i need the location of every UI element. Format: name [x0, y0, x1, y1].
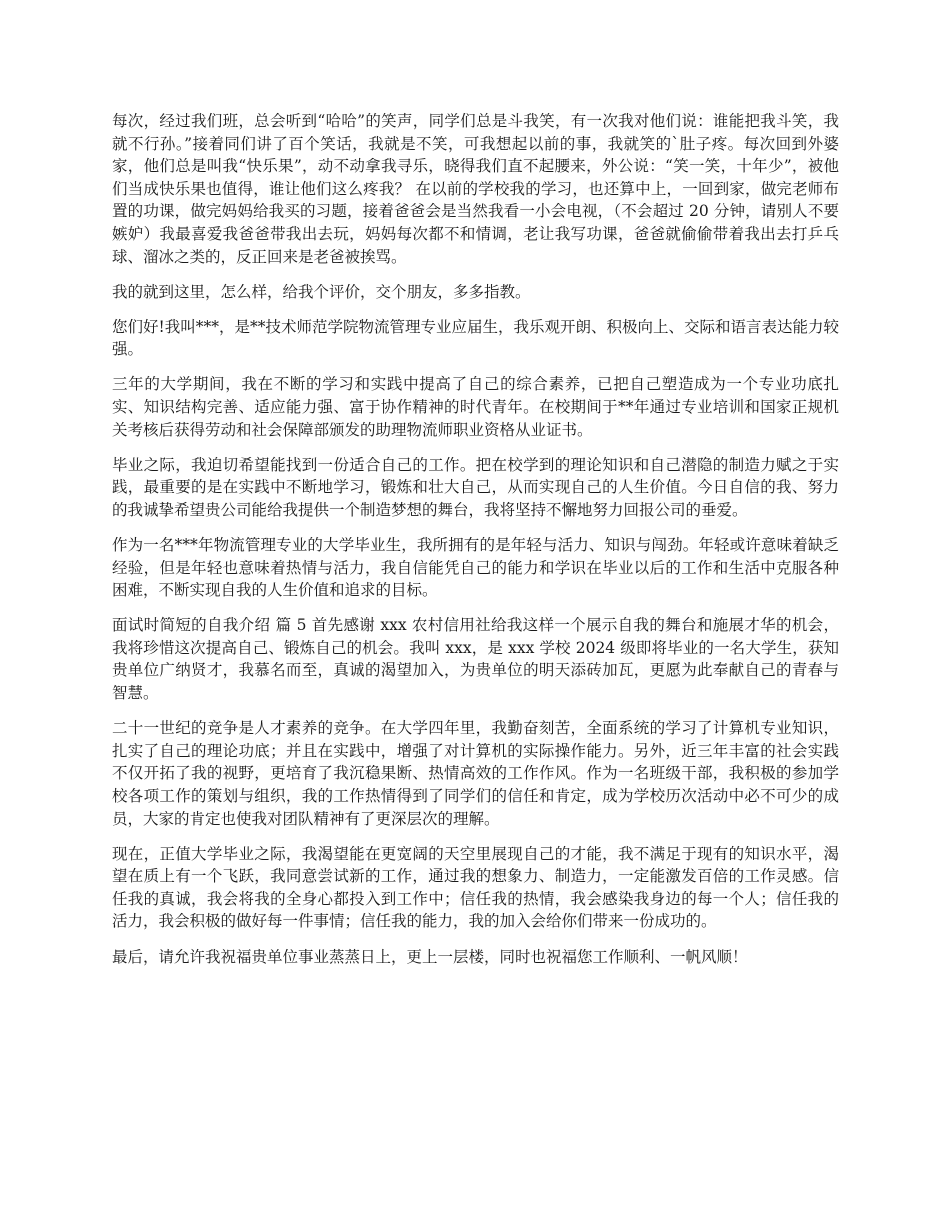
document-body	[112, 110, 839, 981]
paragraph-5: 毕业之际，我迫切希望能找到一份适合自己的工作。把在校学到的理论知识和自己潜隐的制造力赋之于实践，最重要的是在实践中不断地学习，锻炼和壮大自己，从而实现自己的人生价值。今日自信的我、努力的我诚挚希望贵公司能给我提供一个制造梦想的舞台，我将坚持不懈地努力回报公司的垂爱。	[112, 455, 839, 519]
paragraph-6: 作为一名***年物流管理专业的大学毕业生，我所拥有的是年轻与活力、知识与闯劲。年轻或许意味着缺乏经验，但是年轻也意味着热情与活力，我自信能凭自己的能力和学识在毕业以后的工作和生活中克服各种困难，不断实现自我的人生价值和追求的目标。	[112, 536, 839, 600]
paragraph-1: 每次，经过我们班，总会听到“哈哈”的笑声，同学们总是斗我笑，有一次我对他们说：谁能把我斗笑，我就不行孙。”接着同们讲了百个笑话，我就是不笑，可我想起以前的事，我就笑的`肚子疼。每次回到外婆家，他们总是叫我“快乐果”，动不动拿我寻乐，晓得我们直不起腰来，外公说：“笑一笑，十年少”，被他们当成快乐果也值得，谁让他们这么疼我？ 在以前的学校我的学习，也还算中上，一回到家，做完老师布置的功课，做完妈妈给我买的习题，接着爸爸会是当然我看一小会电视，（不会超过 20 分钟，请别人不要嫉妒）我最喜爱我爸爸带我出去玩，妈妈每次都不和情调，老让我写功课，爸爸就偷偷带着我出去打乒乓球、溜冰之类的，反正回来是老爸被挨骂。	[112, 112, 839, 266]
paragraph-4: 三年的大学期间，我在不断的学习和实践中提高了自己的综合素养，已把自己塑造成为一个专业功底扎实、知识结构完善、适应能力强、富于协作精神的时代青年。在校期间于**年通过专业培训和国家正规机关考核后获得劳动和社会保障部颁发的助理物流师职业资格从业证书。	[112, 375, 839, 439]
paragraph-3: 您们好!我叫***，是**技术师范学院物流管理专业应届生，我乐观开朗、积极向上、交际和语言表达能力较强。	[112, 317, 839, 359]
paragraph-2: 我的就到这里，怎么样，给我个评价，交个朋友，多多指教。	[112, 282, 531, 301]
paragraph-10: 最后，请允许我祝福贵单位事业蒸蒸日上，更上一层楼，同时也祝福您工作顺利、一帆风顺！	[112, 947, 748, 966]
paragraph-9: 现在，正值大学毕业之际，我渴望能在更宽阔的天空里展现自己的才能，我不满足于现有的知识水平，渴望在质上有一个飞跃，我同意尝试新的工作，通过我的想象力、制造力，一定能激发百倍的工作灵感。信任我的真诚，我会将我的全身心都投入到工作中；信任我的热情，我会感染我身边的每一个人；信任我的活力，我会积极的做好每一件事情；信任我的能力，我的加入会给你们带来一份成功的。	[112, 844, 839, 931]
paragraph-8: 二十一世纪的竞争是人才素养的竞争。在大学四年里，我勤奋刻苦，全面系统的学习了计算机专业知识，扎实了自己的理论功底；并且在实践中，增强了对计算机的实际操作能力。另外，近三年丰富的社会实践不仅开拓了我的视野，更培育了我沉稳果断、热情高效的工作作风。作为一名班级干部，我积极的参加学校各项工作的策划与组织，我的工作热情得到了同学们的信任和肯定，成为学校历次活动中必不可少的成员，大家的肯定也使我对团队精神有了更深层次的理解。	[112, 719, 839, 828]
paragraph-7: 面试时简短的自我介绍 篇 5 首先感谢 xxx 农村信用社给我这样一个展示自我的舞台和施展才华的机会，我将珍惜这次提高自己、锻炼自己的机会。我叫 xxx，是 xxx 学校 2024 级即将毕业的一名大学生，获知贵单位广纳贤才，我慕名而至，真诚的渴望加入，为贵单位的明天添砖加瓦，更愿为此奉献自己的青春与智慧。	[112, 616, 839, 703]
